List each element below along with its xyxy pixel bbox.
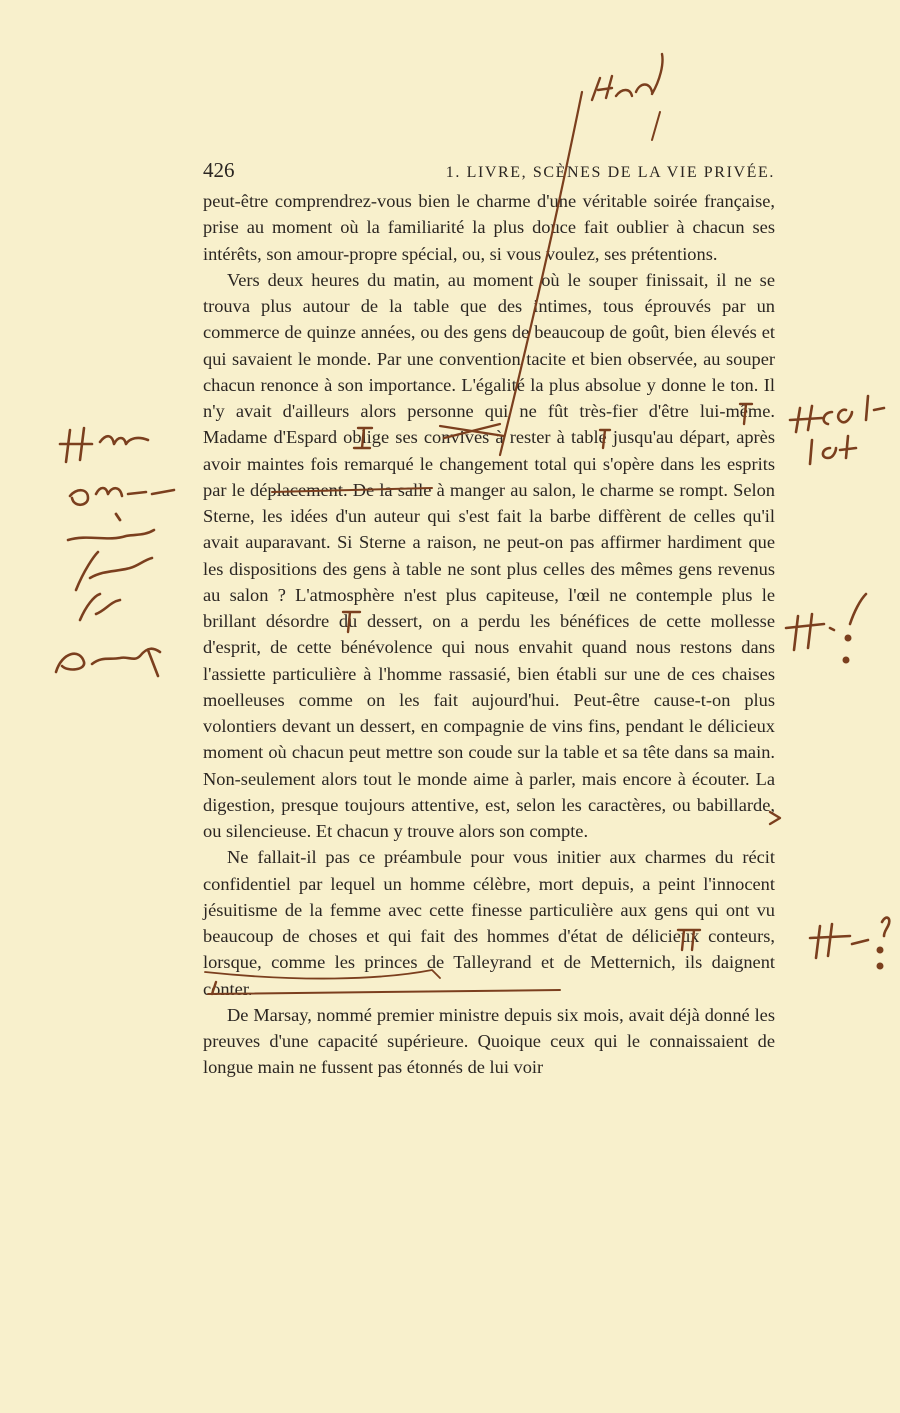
- left-margin-scribbles: [56, 428, 174, 676]
- right-margin-scribbles: [786, 396, 889, 970]
- page-number: 426: [203, 158, 235, 182]
- running-head: [203, 158, 775, 183]
- paragraph-2: Vers deux heures du matin, au moment où le souper finissait, il ne se trouva plus autour de la table que des intimes, tous éprouvés par un commerce de quinze années, ou des gens de beaucoup de goût, bien élevés et qui savaient le monde. Par une convention tacite et bien observée, au souper chacun renonce à son importance. L'égalité la plus absolue y donne le ton. Il n'y avait d'ailleurs alors personne qui ne fût très-fier d'être lui-même. Madame d'Espard oblige ses convives à rester à table jusqu'au départ, après avoir maintes fois remarqué le changement total qui s'opère dans les esprits par le déplacement. De la salle à manger au salon, le charme se rompt. Selon Sterne, les idées d'un auteur qui s'est fait la barbe diffèrent de celles qu'il avait auparavant. Si Sterne a raison, ne peut-on pas affirmer hardiment que les dispositions des gens à table ne sont plus celles des mêmes gens revenus au salon ? L'atmosphère n'est plus capiteuse, l'œil ne contemple plus le brillant désordre du dessert, on a perdu les bénéfices de cette mollesse d'esprit, de cette bénévolence qui nous envahit quand nous restons dans l'assiette particulière à l'homme rassasié, bien établi sur une de ces chaises moelleuses comme on les fait aujourd'hui. Peut-être cause-t-on plus volontiers devant un dessert, en compagnie de vins fins, pendant le délicieux moment où chacun peut mettre son coude sur la table et sa tête dans sa main. Non-seulement alors tout le monde aime à parler, mais encore à écouter. La digestion, presque toujours attentive, est, selon les caractères, ou babillarde, ou silencieuse. Et chacun y trouve alors son compte.: [203, 269, 775, 841]
- paragraph-3: Ne fallait-il pas ce préambule pour vous initier aux charmes du récit confidentiel par lequel un homme célèbre, mort depuis, a peint l'innocent jésuitisme de la femme avec cette finesse particulière aux gens qui ont vu beaucoup de choses et qui fait des hommes d'état de délicieux conteurs, lorsque, comme les princes de Talleyrand et de Metternich, ils daignent conter.: [203, 847, 775, 999]
- top-marginal-scribble: [592, 54, 663, 100]
- paragraph-1: peut-être comprendrez-vous bien le charme d'une véritable soirée française, prise au moment où la familiarité la plus douce fait oublier à chacun ses intérêts, son amour-propre spécial, ou, si vous voulez, ses prétentions.: [203, 191, 775, 264]
- paragraph-4: De Marsay, nommé premier ministre depuis six mois, avait déjà donné les preuves d'une capacité supérieure. Quoique ceux qui le connaissaient de longue main ne fussent pas étonnés de lui voir: [203, 1004, 775, 1078]
- running-title: 1. LIVRE, SCÈNES DE LA VIE PRIVÉE.: [445, 164, 775, 181]
- body-text: [203, 188, 775, 1081]
